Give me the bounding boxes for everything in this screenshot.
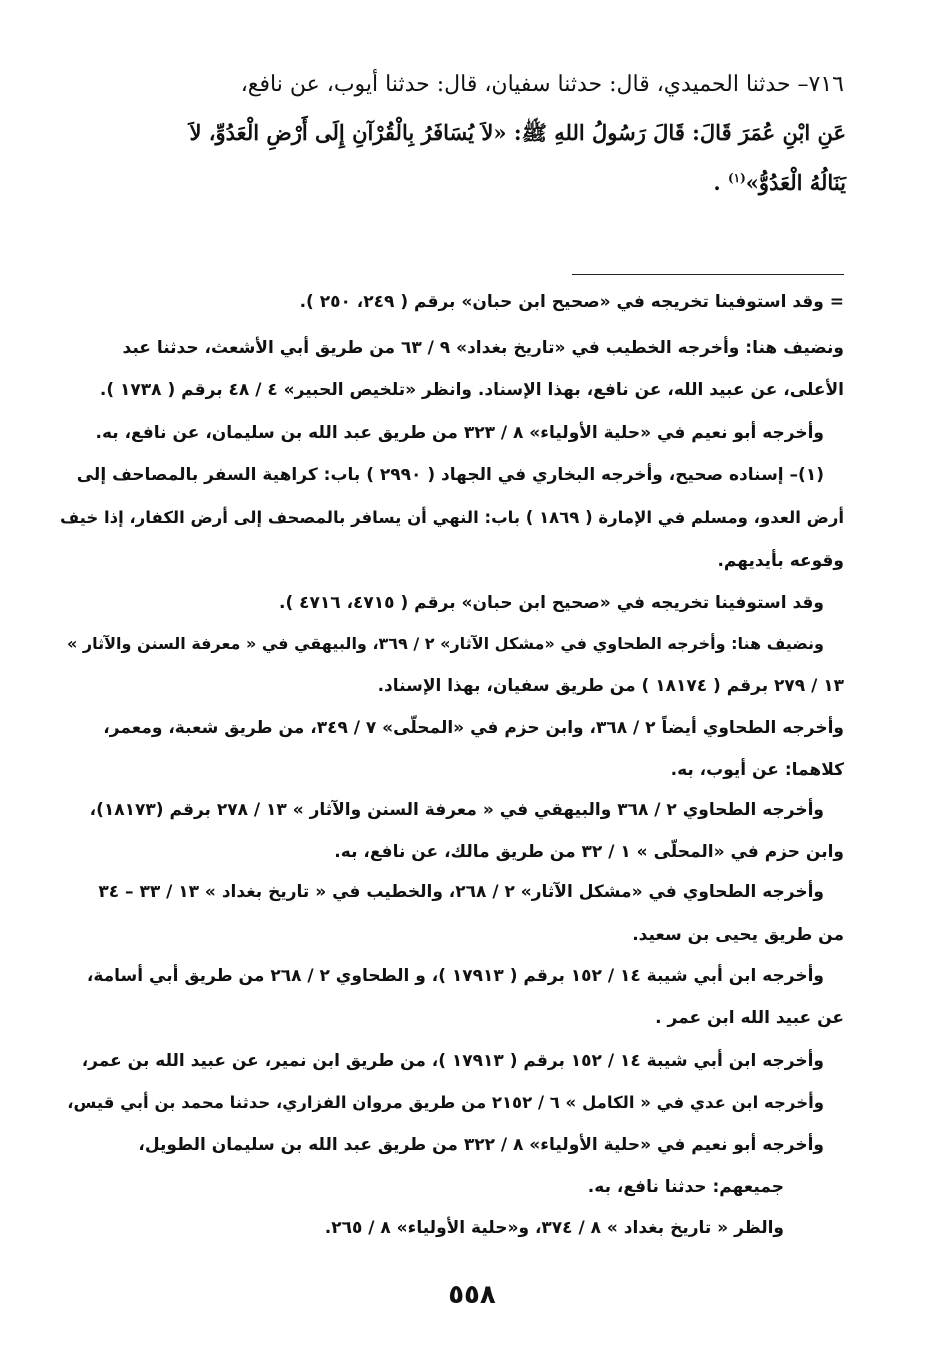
footnote-line: ١٣ / ٢٧٩ برقم ( ١٨١٧٤ ) من طريق سفيان، بهذا الإسناد. [377,676,844,696]
hadith-line-1: ٧١٦– حدثنا الحميدي، قال: حدثنا سفيان، قال: حدثنا أيوب، عن نافع، [240,72,844,97]
footnote-line: وابن حزم في «المحلّى » ١ / ٣٢ من طريق مالك، عن نافع، به. [334,842,844,862]
footnote-line: = وقد استوفينا تخريجه في «صحيح ابن حبان» برقم ( ٢٤٩، ٢٥٠ ). [299,292,844,312]
footnote-line: وأخرجه ابن أبي شيبة ١٤ / ١٥٢ برقم ( ١٧٩١٣ )، من طريق ابن نمير، عن عبيد الله بن عمر، [81,1051,824,1071]
footnote-line: وأخرجه أبو نعيم في «حلية الأولياء» ٨ / ٣٢٣ من طريق عبد الله بن سليمان، عن نافع، به. [95,423,824,443]
footnote-line: ونضيف هنا: وأخرجه الخطيب في «تاريخ بغداد» ٩ / ٦٣ من طريق أبي الأشعث، حدثنا عبد [122,338,844,358]
footnote-line: عن عبيد الله ابن عمر . [655,1008,844,1028]
hadith-line-3-end: . [713,170,721,195]
footnote-line: (١)– إسناده صحيح، وأخرجه البخاري في الجهاد ( ٢٩٩٠ ) باب: كراهية السفر بالمصاحف إلى [76,465,824,485]
footnote-line: وقد استوفينا تخريجه في «صحيح ابن حبان» برقم ( ٤٧١٥، ٤٧١٦ ). [278,593,824,613]
footnote-divider [572,274,844,275]
footnote-line: وأخرجه الطحاوي ٢ / ٣٦٨ والبيهقي في « معرفة السنن والآثار » ١٣ / ٢٧٨ برقم (١٨١٧٣)، [89,800,824,820]
page-number: ٥٥٨ [448,1280,496,1310]
hadith-line-2: عَنِ ابْنِ عُمَرَ قَالَ: قَالَ رَسُولُ اللهِ ﷺ: «لاَ يُسَافَرُ بِالْقُرْآنِ إِلَى أَرْضِ الْعَدُوِّ، لاَ [189,120,846,145]
footnote-line: الأعلى، عن عبيد الله، عن نافع، بهذا الإسناد. وانظر «تلخيص الحبير» ٤ / ٤٨ برقم ( ١٧٣٨ ). [99,380,844,400]
footnote-line: وأخرجه ابن أبي شيبة ١٤ / ١٥٢ برقم ( ١٧٩١٣ )، و الطحاوي ٢ / ٢٦٨ من طريق أبي أسامة، [86,966,824,986]
footnote-marker: (١) [727,171,746,185]
hadith-line-3-text: يَنَالُهُ الْعَدُوُّ» [745,170,846,195]
footnote-line: والظر « تاريخ بغداد » ٨ / ٣٧٤، و«حلية الأولياء» ٨ / ٢٦٥. [324,1218,784,1238]
footnote-line: أرض العدو، ومسلم في الإمارة ( ١٨٦٩ ) باب: النهي أن يسافر بالمصحف إلى أرض الكفار، إذا خيف [59,508,844,527]
footnote-line: وأخرجه الطحاوي في «مشكل الآثار» ٢ / ٢٦٨، والخطيب في « تاريخ بغداد » ١٣ / ٣٣ – ٣٤ [98,882,824,902]
footnote-line: وقوعه بأيديهم. [717,551,844,571]
footnote-line: وأخرجه الطحاوي أيضاً ٢ / ٣٦٨، وابن حزم في «المحلّى» ٧ / ٣٤٩، من طريق شعبة، ومعمر، [103,718,844,738]
hadith-line-3 [713,170,846,195]
footnote-line: ونضيف هنا: وأخرجه الطحاوي في «مشكل الآثار» ٢ / ٣٦٩، والبيهقي في « معرفة السنن والآثار » [67,634,824,653]
footnote-line: كلاهما: عن أيوب، به. [670,760,844,780]
footnote-line: من طريق يحيى بن سعيد. [632,925,844,945]
footnote-line: جميعهم: حدثنا نافع، به. [587,1177,784,1197]
footnote-line: وأخرجه أبو نعيم في «حلية الأولياء» ٨ / ٣٢٢ من طريق عبد الله بن سليمان الطويل، [138,1135,824,1155]
footnote-line: وأخرجه ابن عدي في « الكامل » ٦ / ٢١٥٢ من طريق مروان الفزاري، حدثنا محمد بن أبي قيس، [67,1093,824,1112]
